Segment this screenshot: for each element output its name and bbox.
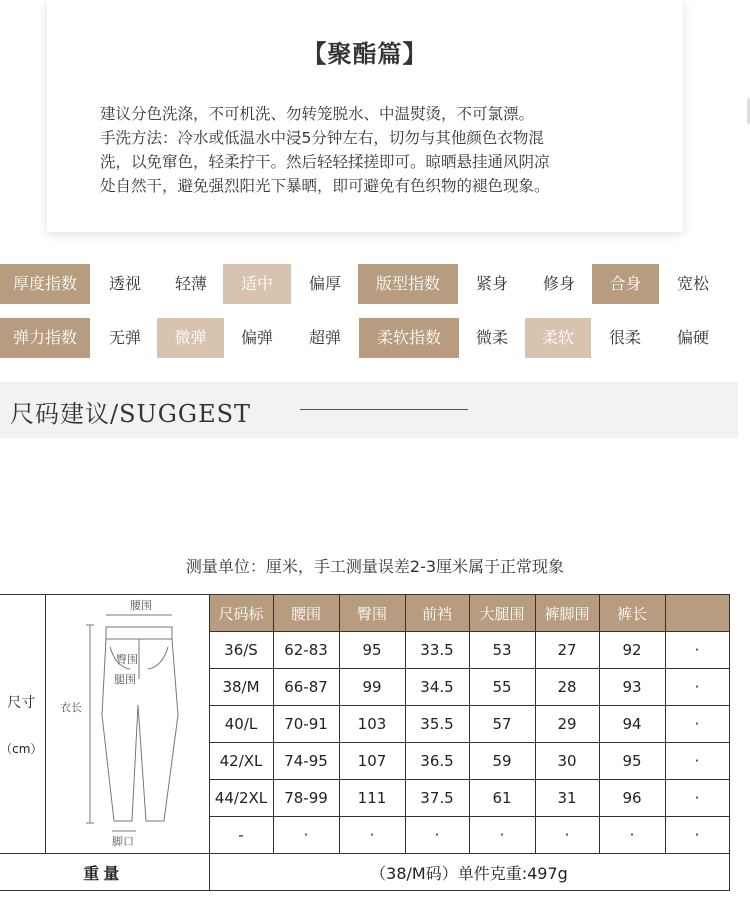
table-cell: · — [273, 817, 339, 854]
table-header-cell: 大腿围 — [469, 595, 535, 632]
divider — [300, 409, 468, 410]
index-option: 柔软 — [525, 318, 591, 358]
table-cell: · — [469, 817, 535, 854]
table-cell: · — [665, 669, 729, 706]
index-tag: 厚度指数 — [0, 264, 90, 304]
suggest-header — [0, 382, 738, 438]
diagram-label-thigh: 腿围 — [113, 673, 136, 686]
table-cell: 57 — [469, 706, 535, 743]
table-header-cell: 尺码标 — [209, 595, 273, 632]
index-option: 微弹 — [157, 318, 224, 358]
diagram-label-length: 衣长 — [59, 701, 82, 714]
table-cell: 107 — [339, 743, 405, 780]
table-header-cell: 前裆 — [405, 595, 469, 632]
index-option: 微柔 — [475, 328, 508, 347]
table-cell: 40/L — [209, 706, 273, 743]
size-side-unit: （cm） — [0, 741, 43, 756]
pants-diagram — [45, 595, 209, 854]
table-cell: · — [665, 780, 729, 817]
table-header-cell: 腰围 — [273, 595, 339, 632]
table-cell: · — [665, 817, 729, 854]
index-option: 偏硬 — [676, 328, 709, 347]
table-cell: - — [209, 817, 273, 854]
index-option: 超弹 — [308, 328, 341, 347]
table-cell: 70-91 — [273, 706, 339, 743]
care-line: 建议分色洗涤，不可机洗、勿转笼脱水、中温熨烫，不可氯漂。 — [100, 105, 535, 123]
index-option: 宽松 — [676, 274, 709, 293]
index-option: 很柔 — [608, 328, 641, 347]
index-option: 合身 — [592, 264, 659, 304]
table-cell: 94 — [599, 706, 665, 743]
table-cell: 61 — [469, 780, 535, 817]
table-cell: 74-95 — [273, 743, 339, 780]
table-cell: 44/2XL — [209, 780, 273, 817]
table-header-cell: 臀围 — [339, 595, 405, 632]
index-option: 偏弹 — [240, 328, 273, 347]
measure-note: 测量单位：厘米，手工测量误差2-3厘米属于正常现象 — [185, 557, 565, 576]
pocket-right-shape — [148, 647, 168, 669]
table-cell: 33.5 — [405, 632, 469, 669]
index-option: 适中 — [223, 264, 291, 304]
table-cell: 42/XL — [209, 743, 273, 780]
table-cell: · — [665, 743, 729, 780]
care-instructions — [100, 102, 660, 198]
weight-value: （38/M码）单件克重:497g — [209, 854, 729, 891]
table-cell: 55 — [469, 669, 535, 706]
index-tag: 柔软指数 — [359, 318, 459, 358]
table-cell: · — [665, 632, 729, 669]
care-line: 洗，以免窜色，轻柔拧干。然后轻轻揉搓即可。晾晒悬挂通风阴凉 — [100, 153, 550, 171]
care-card — [47, 0, 683, 232]
table-cell: 27 — [535, 632, 599, 669]
table-cell: 111 — [339, 780, 405, 817]
table-cell: 66-87 — [273, 669, 339, 706]
table-cell: · — [339, 817, 405, 854]
table-cell: · — [535, 817, 599, 854]
table-cell: 78-99 — [273, 780, 339, 817]
waistband-shape — [106, 627, 172, 639]
index-option: 轻薄 — [174, 274, 207, 293]
table-cell: 95 — [599, 743, 665, 780]
table-cell: 36.5 — [405, 743, 469, 780]
weight-row — [0, 854, 729, 891]
diagram-label-hip: 臀围 — [115, 653, 138, 666]
size-side-label — [0, 595, 45, 854]
table-cell: 37.5 — [405, 780, 469, 817]
size-side-label-text: 尺寸 — [7, 694, 36, 711]
diagram-label-waist: 腰围 — [129, 599, 152, 612]
index-tag: 版型指数 — [358, 264, 458, 304]
index-option: 偏厚 — [308, 274, 341, 293]
index-tag: 弹力指数 — [0, 318, 90, 358]
table-header-cell — [665, 595, 729, 632]
table-cell: 99 — [339, 669, 405, 706]
pants-diagram-svg — [46, 595, 210, 847]
table-header-cell: 裤脚围 — [535, 595, 599, 632]
table-cell: 103 — [339, 706, 405, 743]
care-line: 处自然干，避免强烈阳光下暴晒，即可避免有色织物的褪色现象。 — [100, 177, 550, 195]
suggest-title: 尺码建议/SUGGEST — [10, 400, 252, 428]
table-cell: 29 — [535, 706, 599, 743]
table-cell: · — [665, 706, 729, 743]
care-line: 手洗方法：冷水或低温水中浸5分钟左右，切勿与其他颜色衣物混 — [100, 129, 544, 147]
pants-outline-shape — [102, 639, 178, 821]
table-cell: 38/M — [209, 669, 273, 706]
table-cell: 36/S — [209, 632, 273, 669]
table-cell: 62-83 — [273, 632, 339, 669]
table-cell: · — [599, 817, 665, 854]
table-cell: 59 — [469, 743, 535, 780]
table-cell: 28 — [535, 669, 599, 706]
table-cell: 92 — [599, 632, 665, 669]
diagram-label-hem: 脚口 — [111, 835, 134, 847]
table-header-row — [0, 595, 729, 632]
index-option: 无弹 — [108, 328, 141, 347]
index-option: 透视 — [108, 274, 141, 293]
care-title: 【聚酯篇】 — [302, 40, 428, 68]
table-header-cell: 裤长 — [599, 595, 665, 632]
index-option: 修身 — [542, 274, 575, 293]
table-cell: 30 — [535, 743, 599, 780]
table-cell: 31 — [535, 780, 599, 817]
size-table — [0, 594, 730, 891]
table-cell: 95 — [339, 632, 405, 669]
table-cell: 35.5 — [405, 706, 469, 743]
table-cell: · — [405, 817, 469, 854]
table-cell: 34.5 — [405, 669, 469, 706]
table-cell: 96 — [599, 780, 665, 817]
index-option: 紧身 — [475, 274, 508, 293]
table-cell: 53 — [469, 632, 535, 669]
weight-label: 重量 — [0, 854, 209, 891]
table-cell: 93 — [599, 669, 665, 706]
